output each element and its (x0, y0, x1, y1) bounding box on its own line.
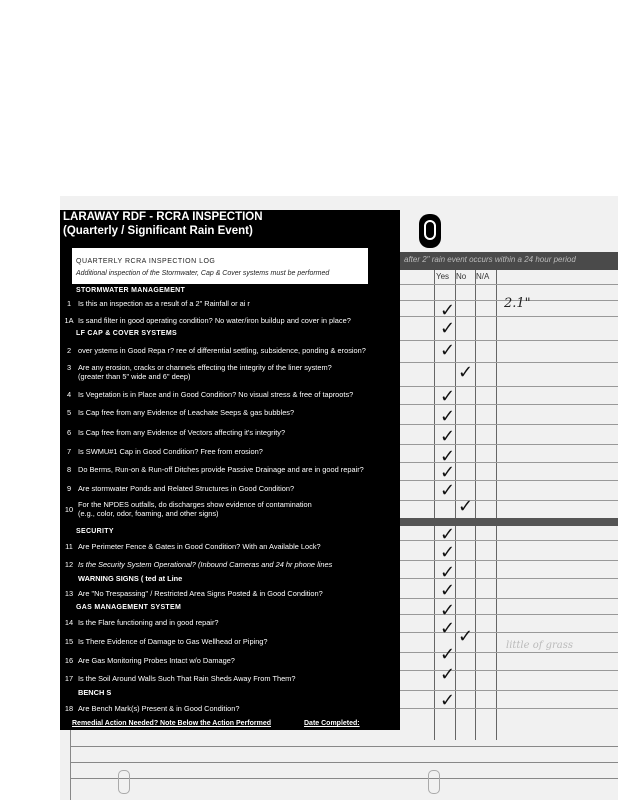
faint-handwritten-note: little of grass (506, 640, 574, 651)
rainfall-handwritten: 2.1" (504, 296, 531, 311)
row-rule (400, 404, 618, 405)
checkmark-icon: ✓ (440, 446, 456, 467)
row-rule (400, 386, 618, 387)
checkmark-icon: ✓ (440, 340, 456, 361)
row-number: 16 (64, 656, 74, 665)
row-rule (400, 480, 618, 481)
log-label-title: QUARTERLY RCRA INSPECTION LOG (76, 258, 216, 265)
row-rule (400, 690, 618, 691)
section-stormwater: STORMWATER MANAGEMENT (76, 287, 186, 294)
checkmark-icon: ✓ (440, 318, 456, 339)
binder-ring-icon (428, 770, 440, 794)
checkmark-icon: ✓ (440, 664, 456, 685)
row-question: Is There Evidence of Damage to Gas Wellhead or Piping? (78, 637, 268, 646)
row-number: 8 (66, 465, 72, 474)
row-rule (400, 362, 618, 363)
row-question: Are Gas Monitoring Probes Intact w/o Damage? (78, 656, 235, 665)
remedial-action-label: Remedial Action Needed? Note Below the Action Performed (72, 720, 272, 727)
section-gas: GAS MANAGEMENT SYSTEM (76, 604, 182, 611)
row-number: 17 (64, 674, 74, 683)
checkmark-icon: ✓ (458, 496, 474, 517)
row-question: Are "No Trespassing" / Restricted Area Signs Posted & in Good Condition? (78, 589, 323, 598)
checkmark-icon: ✓ (458, 626, 474, 647)
checkmark-icon: ✓ (440, 524, 456, 545)
checkmark-icon: ✓ (440, 406, 456, 427)
row-number: 13 (64, 589, 74, 598)
bottom-rule (70, 762, 618, 763)
row-rule (400, 424, 618, 425)
row-rule (400, 632, 618, 633)
row-question: BENCH S (78, 688, 112, 697)
checkmark-icon: ✓ (458, 362, 474, 383)
row-rule (400, 540, 618, 541)
row-question: Are any erosion, cracks or channels effecting the integrity of the liner system? (78, 363, 332, 372)
row-number: 6 (66, 428, 72, 437)
binder-clip-icon (419, 214, 441, 248)
row-number: 15 (64, 637, 74, 646)
checkmark-icon: ✓ (440, 426, 456, 447)
row-question: Are Bench Mark(s) Present & in Good Condition? (78, 704, 240, 713)
checkmark-icon: ✓ (440, 300, 456, 321)
row-rule (400, 652, 618, 653)
checkmark-icon: ✓ (440, 580, 456, 601)
scan-band-text: after 2" rain event occurs within a 24 hour period (404, 255, 576, 264)
row-rule (400, 560, 618, 561)
row-number: 14 (64, 618, 74, 627)
row-number: 18 (64, 704, 74, 713)
row-question: Is sand filter in good operating condition? No water/iron buildup and cover in place? (78, 316, 351, 325)
row-rule (400, 500, 618, 501)
row-question-detail: (greater than 5" wide and 6" deep) (78, 372, 191, 381)
row-question: Is the Soil Around Walls Such That Rain Sheds Away From Them? (78, 674, 296, 683)
row-question: Is the Security System Operational? (Inbound Cameras and 24 hr phone lines (78, 560, 333, 569)
row-question-detail: (e.g., color, odor, foaming, and other signs) (78, 509, 219, 518)
row-rule (400, 670, 618, 671)
row-question: Is the Flare functioning and in good repair? (78, 618, 219, 627)
row-question: Is Vegetation is in Place and in Good Condition? No visual stress & free of taproots? (78, 390, 354, 399)
row-number: 11 (65, 542, 73, 551)
date-completed-label: Date Completed: (304, 720, 360, 727)
row-number: 3 (66, 363, 72, 372)
row-number: 7 (66, 447, 72, 456)
col-yes: Yes (436, 272, 450, 281)
checkmark-icon: ✓ (440, 562, 456, 583)
row-question: Is this an inspection as a result of a 2" Rainfall or ai r (78, 299, 250, 308)
row-number: 1 (66, 299, 72, 308)
row-rule (400, 284, 618, 285)
row-rule (400, 444, 618, 445)
row-question: Is Cap free from any Evidence of Leachate Seeps & gas bubbles? (78, 408, 295, 417)
row-rule (400, 462, 618, 463)
row-number: 2 (66, 346, 72, 355)
col-no: No (456, 272, 467, 281)
row-number: 4 (66, 390, 72, 399)
row-rule (400, 614, 618, 615)
row-question: For the NPDES outfalls, do discharges show evidence of contamination (78, 500, 312, 509)
log-label-note: Additional inspection of the Stormwater, Cap & Cover systems must be performed (76, 270, 330, 277)
row-number: 10 (64, 505, 74, 514)
checkmark-icon: ✓ (440, 600, 456, 621)
bottom-rule (70, 746, 618, 747)
checkmark-icon: ✓ (440, 542, 456, 563)
row-question: Do Berms, Run-on & Run-off Ditches provide Passive Drainage and are in good repair? (78, 465, 364, 474)
row-rule (400, 578, 618, 579)
row-question: WARNING SIGNS ( ted at Line (78, 574, 183, 583)
checkmark-icon: ✓ (440, 480, 456, 501)
scan-bottom-area (70, 730, 618, 800)
row-question: Is Cap free from any Evidence of Vectors affecting it's integrity? (78, 428, 286, 437)
inspection-form-panel (60, 210, 400, 730)
log-label-box (72, 248, 368, 284)
bottom-rule (70, 778, 618, 779)
section-cap-cover: LF CAP & COVER SYSTEMS (76, 330, 177, 337)
checkmark-icon: ✓ (440, 386, 456, 407)
answer-column-headers (436, 272, 496, 281)
row-rule (400, 316, 618, 317)
row-question: Are stormwater Ponds and Related Structures in Good Condition? (78, 484, 295, 493)
checkmark-icon: ✓ (440, 644, 456, 665)
row-question: Is SWMU#1 Cap in Good Condition? Free from erosion? (78, 447, 263, 456)
row-rule (400, 598, 618, 599)
row-number: 9 (66, 484, 72, 493)
section-security: SECURITY (76, 528, 114, 535)
form-title: LARAWAY RDF - RCRA INSPECTION (63, 211, 263, 223)
row-number: 1A (64, 316, 74, 325)
row-rule (400, 708, 618, 709)
col-na: N/A (476, 272, 490, 281)
row-question: Are Perimeter Fence & Gates in Good Condition? With an Available Lock? (78, 542, 321, 551)
row-question: over ystems in Good Repa r? ree of differential settling, subsidence, ponding & erosion? (78, 346, 366, 355)
checkmark-icon: ✓ (440, 462, 456, 483)
form-subtitle: (Quarterly / Significant Rain Event) (63, 225, 253, 237)
binder-ring-icon (118, 770, 130, 794)
row-rule (400, 340, 618, 341)
checkmark-icon: ✓ (440, 618, 456, 639)
checkmark-icon: ✓ (440, 690, 456, 711)
row-number: 12 (64, 560, 74, 569)
row-number: 5 (66, 408, 72, 417)
section-bar (400, 518, 618, 526)
